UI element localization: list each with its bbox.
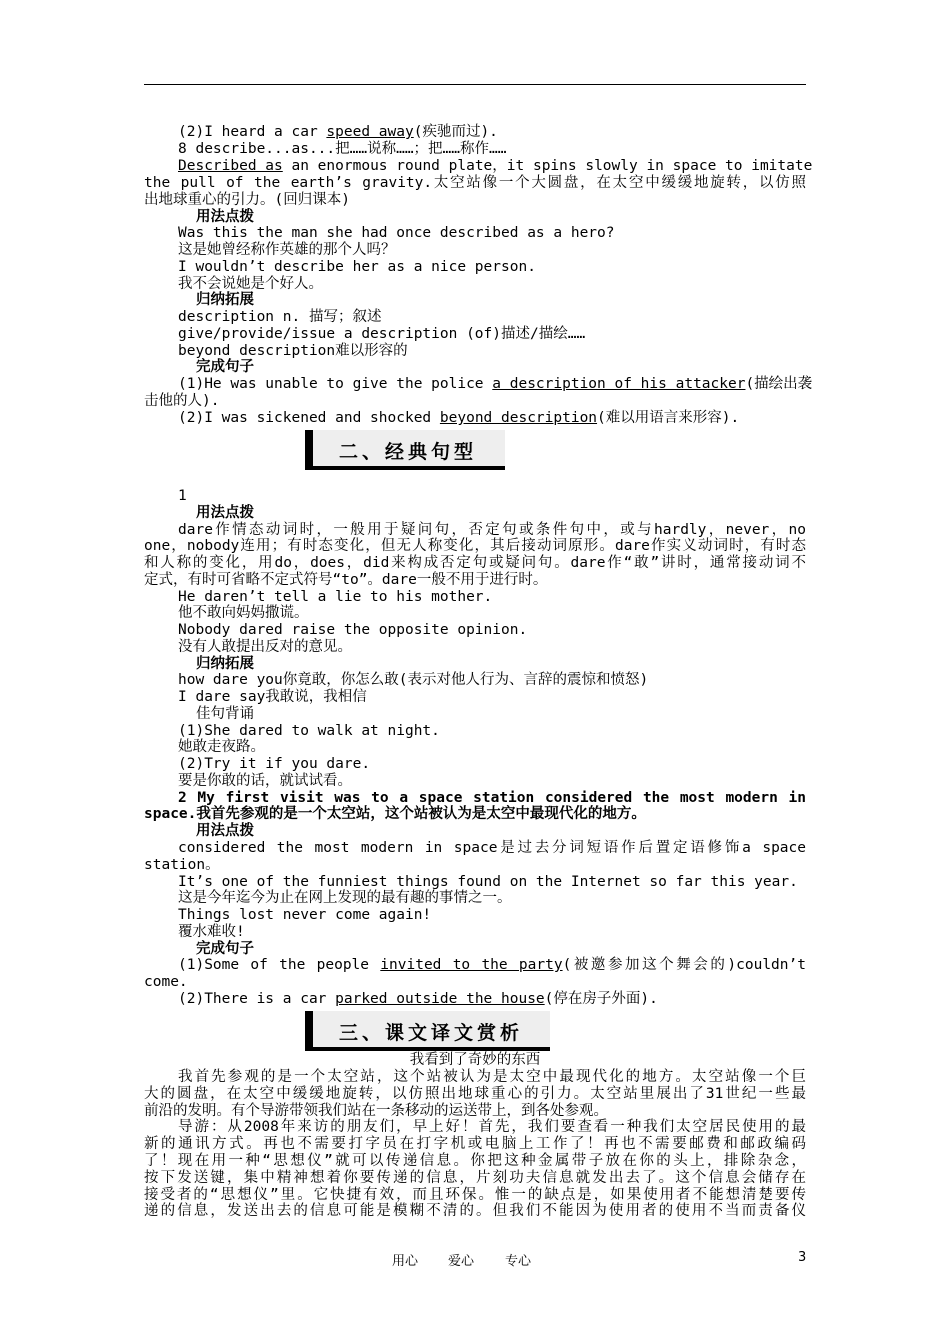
text-line: beyond description难以形容的	[178, 343, 408, 359]
text-line: 递的信息，发送出去的信息可能是模糊不清的。但我们不能因为使用者的使用不当而责备仪	[144, 1203, 806, 1219]
text-line: I wouldn’t describe her as a nice person.	[178, 259, 536, 275]
text-line: Nobody dared raise the opposite opinion.	[178, 622, 528, 638]
text-line: Things lost never come again!	[178, 907, 432, 923]
subheading: 用法点拨	[196, 505, 254, 521]
article-title: 我看到了奇妙的东西	[409, 1052, 541, 1068]
text-line: the pull of the earth’s gravity.太空站像一个大圆盘，在太空中缓缓地旋转，以仿照	[144, 175, 806, 191]
text-line: 新的通讯方式。再也不需要打字员在打字机或电脑上工作了！再也不需要邮费和邮政编码	[144, 1136, 806, 1152]
text-line: 定式，有时可省略不定式符号“to”。dare一般不用于进行时。	[144, 572, 548, 588]
page-number: 3	[798, 1250, 807, 1265]
subheading: 完成句子	[196, 359, 254, 375]
text-line: He daren’t tell a lie to his mother.	[178, 589, 493, 605]
text-line: 她敢走夜路。	[178, 739, 265, 755]
subheading: 佳句背诵	[196, 706, 254, 722]
subheading: 归纳拓展	[196, 656, 254, 672]
text-line: come.	[144, 974, 188, 990]
text-line: 导游：从2008年来访的朋友们，早上好！首先，我们要查看一种我们太空居民使用的最	[178, 1119, 806, 1135]
text-line: 我不会说她是个好人。	[178, 276, 323, 292]
text-line: how dare you你竟敢，你怎么敢(表示对他人行为、言辞的震惊和愤怒)	[178, 672, 649, 688]
text-line: 1	[178, 488, 187, 504]
text-line: 接受者的“思想仪”里。它快捷有效，而且环保。惟一的缺点是，如果使用者不能想清楚要传	[144, 1187, 806, 1203]
footer-motto-2: 爱心	[448, 1254, 475, 1269]
text-line: 了！现在用一种“思想仪”就可以传递信息。你把这种金属带子放在你的头上，排除杂念，	[144, 1153, 806, 1169]
text-line: Described as an enormous round plate，it spins slowly in space to imitate	[178, 158, 813, 174]
subheading: 完成句子	[196, 941, 254, 957]
text-line: 这是她曾经称作英雄的那个人吗？	[178, 242, 396, 258]
text-line: 出地球重心的引力。(回归课本)	[144, 192, 350, 208]
text-line: 他不敢向妈妈撒谎。	[178, 605, 309, 621]
text-line: 大的圆盘，在太空中缓缓地旋转，以仿照出地球重心的引力。太空站里展出了31世纪一些最	[144, 1086, 806, 1102]
text-line: 这是今年迄今为止在网上发现的最有趣的事情之一。	[178, 890, 512, 906]
text-line: space.我首先参观的是一个太空站，这个站被认为是太空中最现代化的地方。	[144, 806, 646, 822]
text-line: 没有人敢提出反对的意见。	[178, 639, 352, 655]
header-rule	[144, 84, 806, 85]
text-line: (1)He was unable to give the police a description of his attacker(描绘出袭	[178, 376, 813, 392]
text-line: dare作情态动词时，一般用于疑问句，否定句或条件句中，或与hardly，never，no	[178, 522, 806, 538]
text-line: considered the most modern in space是过去分词短语作后置定语修饰a space	[178, 840, 806, 856]
text-line: 击他的人).	[144, 393, 220, 409]
section-heading-3: 三、课文译文赏析	[305, 1011, 550, 1051]
text-line: description n. 描写；叙述	[178, 309, 382, 325]
footer-motto-1: 用心	[392, 1254, 419, 1269]
text-line: 要是你敢的话，就试试看。	[178, 773, 352, 789]
text-line: Was this the man she had once described as a hero?	[178, 225, 615, 241]
text-line: give/provide/issue a description (of)描述/描绘……	[178, 326, 586, 342]
text-line: 8 describe...as...把……说称……；把……称作……	[178, 141, 507, 157]
section-heading-2: 二、经典句型	[305, 430, 505, 470]
text-line: (2)I was sickened and shocked beyond description(难以用语言来形容).	[178, 410, 740, 426]
text-line: (2)I heard a car speed away(疾驰而过).	[178, 124, 498, 140]
text-line: (1)Some of the people invited to the party(被邀参加这个舞会的)couldn’t	[178, 957, 806, 973]
text-line: (1)She dared to walk at night.	[178, 723, 440, 739]
footer-motto-3: 专心	[505, 1254, 532, 1269]
text-line: 我首先参观的是一个太空站，这个站被认为是太空中最现代化的地方。太空站像一个巨	[178, 1069, 806, 1085]
text-line: 覆水难收!	[178, 924, 245, 940]
subheading: 归纳拓展	[196, 292, 254, 308]
text-line: 按下发送键，集中精神想着你要传递的信息，片刻功夫信息就发出去了。这个信息会储存在	[144, 1170, 806, 1186]
subheading: 用法点拨	[196, 823, 254, 839]
text-line: (2)There is a car parked outside the house(停在房子外面).	[178, 991, 658, 1007]
text-line: (2)Try it if you dare.	[178, 756, 371, 772]
text-line: I dare say我敢说，我相信	[178, 689, 367, 705]
text-line: 和人称的变化，用do，does，did来构成否定句或疑问句。dare作“敢”讲时，通常接动词不	[144, 555, 806, 571]
text-line: It’s one of the funniest things found on the Internet so far this year.	[178, 874, 798, 890]
text-line: station。	[144, 857, 220, 873]
text-line: 前沿的发明。有个导游带领我们站在一条移动的运送带上，到各处参观。	[144, 1103, 608, 1119]
subheading: 用法点拨	[196, 209, 254, 225]
text-line: one，nobody连用；有时态变化，但无人称变化，其后接动词原形。dare作实义动词时，有时态	[144, 538, 806, 554]
text-line: 2 My first visit was to a space station considered the most modern in	[178, 790, 806, 806]
